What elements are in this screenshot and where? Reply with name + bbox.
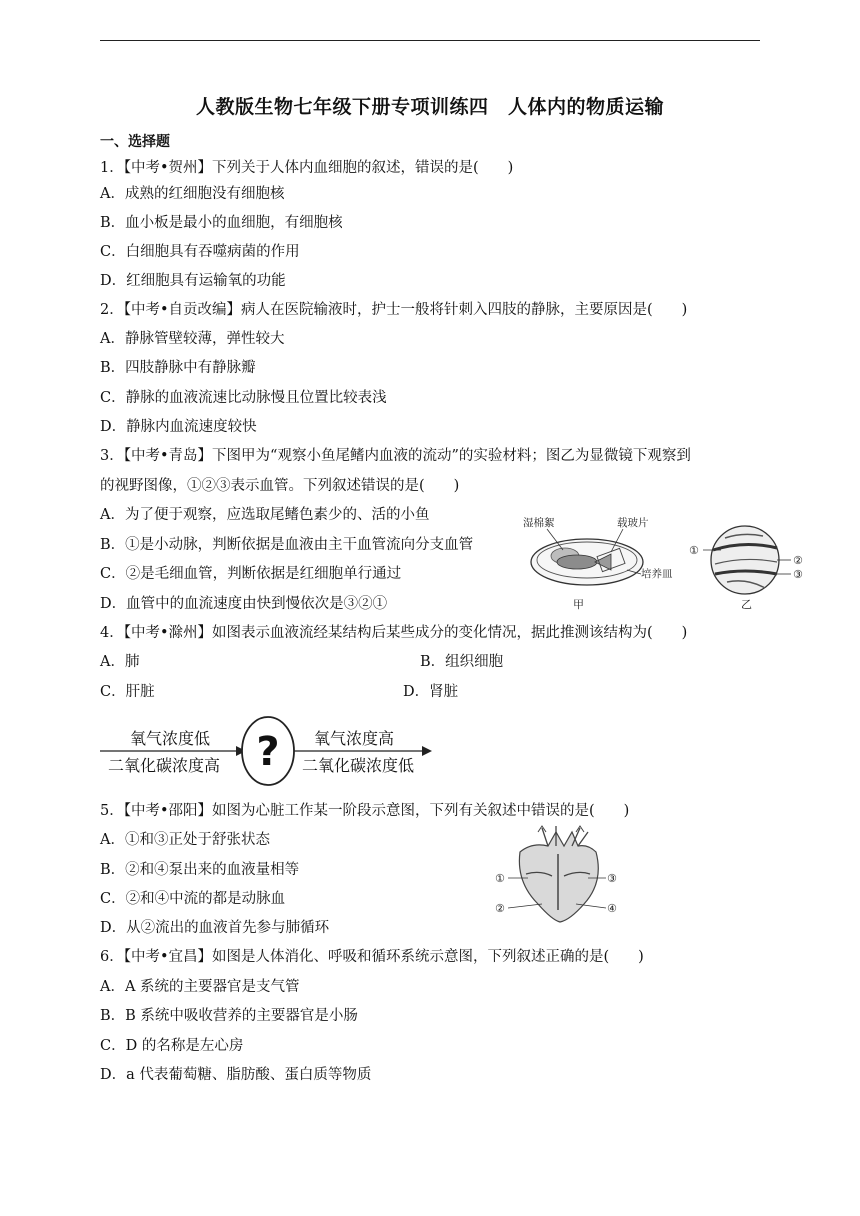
q4-option-d: D．肾脏 — [403, 684, 459, 700]
heart-marker-1: ① — [495, 872, 505, 885]
q3-figure — [515, 512, 815, 614]
q5-option-d: D．从②流出的血液首先参与肺循环 — [100, 920, 330, 936]
label-dish: 培养皿 — [641, 568, 673, 580]
q1-option-a: A．成熟的红细胞没有细胞核 — [100, 186, 285, 202]
q2-option-a: A．静脉管壁较薄，弹性较大 — [100, 331, 285, 347]
petri-dish-diagram — [523, 516, 673, 611]
q3-option-b: B．①是小动脉，判断依据是血液由主干血管流向分支血管 — [100, 537, 474, 553]
q6-option-d: D．a 代表葡萄糖、脂肪酸、蛋白质等物质 — [100, 1067, 372, 1083]
q5-stem: 5．【中考•邵阳】如图为心脏工作某一阶段示意图，下列有关叙述中错误的是( ) — [100, 803, 630, 819]
label-wet-cotton: 湿棉絮 — [523, 517, 555, 529]
marker-1: ① — [689, 544, 699, 557]
left-bottom-label: 二氧化碳浓度高 — [107, 756, 221, 775]
leader-m2 — [508, 904, 542, 908]
q5-option-a: A．①和③正处于舒张状态 — [100, 832, 270, 848]
q3-option-c: C．②是毛细血管，判断依据是红细胞单行通过 — [100, 566, 402, 582]
q3-option-d: D．血管中的血流速度由快到慢依次是③②① — [100, 596, 388, 612]
q5-option-c: C．②和④中流的都是动脉血 — [100, 891, 286, 907]
q1-stem: 1．【中考•贺州】下列关于人体内血细胞的叙述，错误的是( ) — [100, 160, 514, 176]
document-title: 人教版生物七年级下册专项训练四 人体内的物质运输 — [195, 96, 664, 118]
fish-body — [557, 555, 597, 569]
q5-heart-figure — [492, 824, 622, 924]
marker-2: ② — [793, 554, 803, 567]
q3-option-a: A．为了便于观察，应选取尾鳍色素少的、活的小鱼 — [100, 507, 430, 523]
left-top-label: 氧气浓度低 — [129, 729, 211, 748]
marker-3: ③ — [793, 568, 803, 581]
q5-option-b: B．②和④泵出来的血液量相等 — [100, 862, 300, 878]
q2-option-c: C．静脉的血液流速比动脉慢且位置比较表浅 — [100, 390, 387, 406]
q2-option-d: D．静脉内血流速度较快 — [100, 419, 257, 435]
q2-stem: 2．【中考•自贡改编】病人在医院输液时，护士一般将针刺入四肢的静脉，主要原因是( ) — [100, 302, 688, 318]
q6-option-a: A．A 系统的主要器官是支气管 — [100, 979, 300, 995]
q4-option-c: C．肝脏 — [100, 684, 155, 700]
section-heading: 一、选择题 — [100, 134, 170, 150]
label-yi: 乙 — [741, 598, 752, 611]
q2-option-b: B．四肢静脉中有静脉瓣 — [100, 360, 256, 376]
right-bottom-label: 二氧化碳浓度低 — [301, 756, 415, 775]
heart-marker-2: ② — [495, 902, 505, 915]
microscope-field-diagram — [689, 526, 803, 611]
q6-stem: 6．【中考•宜昌】如图是人体消化、呼吸和循环系统示意图，下列叙述正确的是( ) — [100, 949, 644, 965]
q4-stem: 4．【中考•滁州】如图表示血液流经某结构后某些成分的变化情况，据此推测该结构为( ) — [100, 625, 688, 641]
structure-question-mark: ? — [256, 729, 280, 775]
q1-option-b: B．血小板是最小的血细胞，有细胞核 — [100, 215, 343, 231]
heart-marker-3: ③ — [607, 872, 617, 885]
q4-figure — [98, 712, 434, 788]
q3-stem-line2: 的视野图像，①②③表示血管。下列叙述错误的是( ) — [100, 478, 460, 494]
label-jia: 甲 — [573, 598, 584, 611]
q4-option-a: A．肺 — [100, 654, 140, 670]
arrow-out-head — [422, 746, 432, 756]
q3-stem-line1: 3．【中考•青岛】下图甲为“观察小鱼尾鳍内血液的流动”的实验材料；图乙为显微镜下观察到 — [100, 448, 691, 464]
q1-option-c: C．白细胞具有吞噬病菌的作用 — [100, 244, 300, 260]
right-top-label: 氧气浓度高 — [313, 729, 395, 748]
header-rule — [100, 40, 760, 41]
label-slide: 载玻片 — [617, 517, 649, 529]
heart-marker-4: ④ — [607, 902, 617, 915]
q6-option-c: C．D 的名称是左心房 — [100, 1038, 244, 1054]
vessels-top — [542, 826, 588, 846]
q1-option-d: D．红细胞具有运输氧的功能 — [100, 273, 286, 289]
q6-option-b: B．B 系统中吸收营养的主要器官是小肠 — [100, 1008, 358, 1024]
q4-option-b: B．组织细胞 — [420, 654, 504, 670]
heart-outline — [519, 832, 598, 922]
